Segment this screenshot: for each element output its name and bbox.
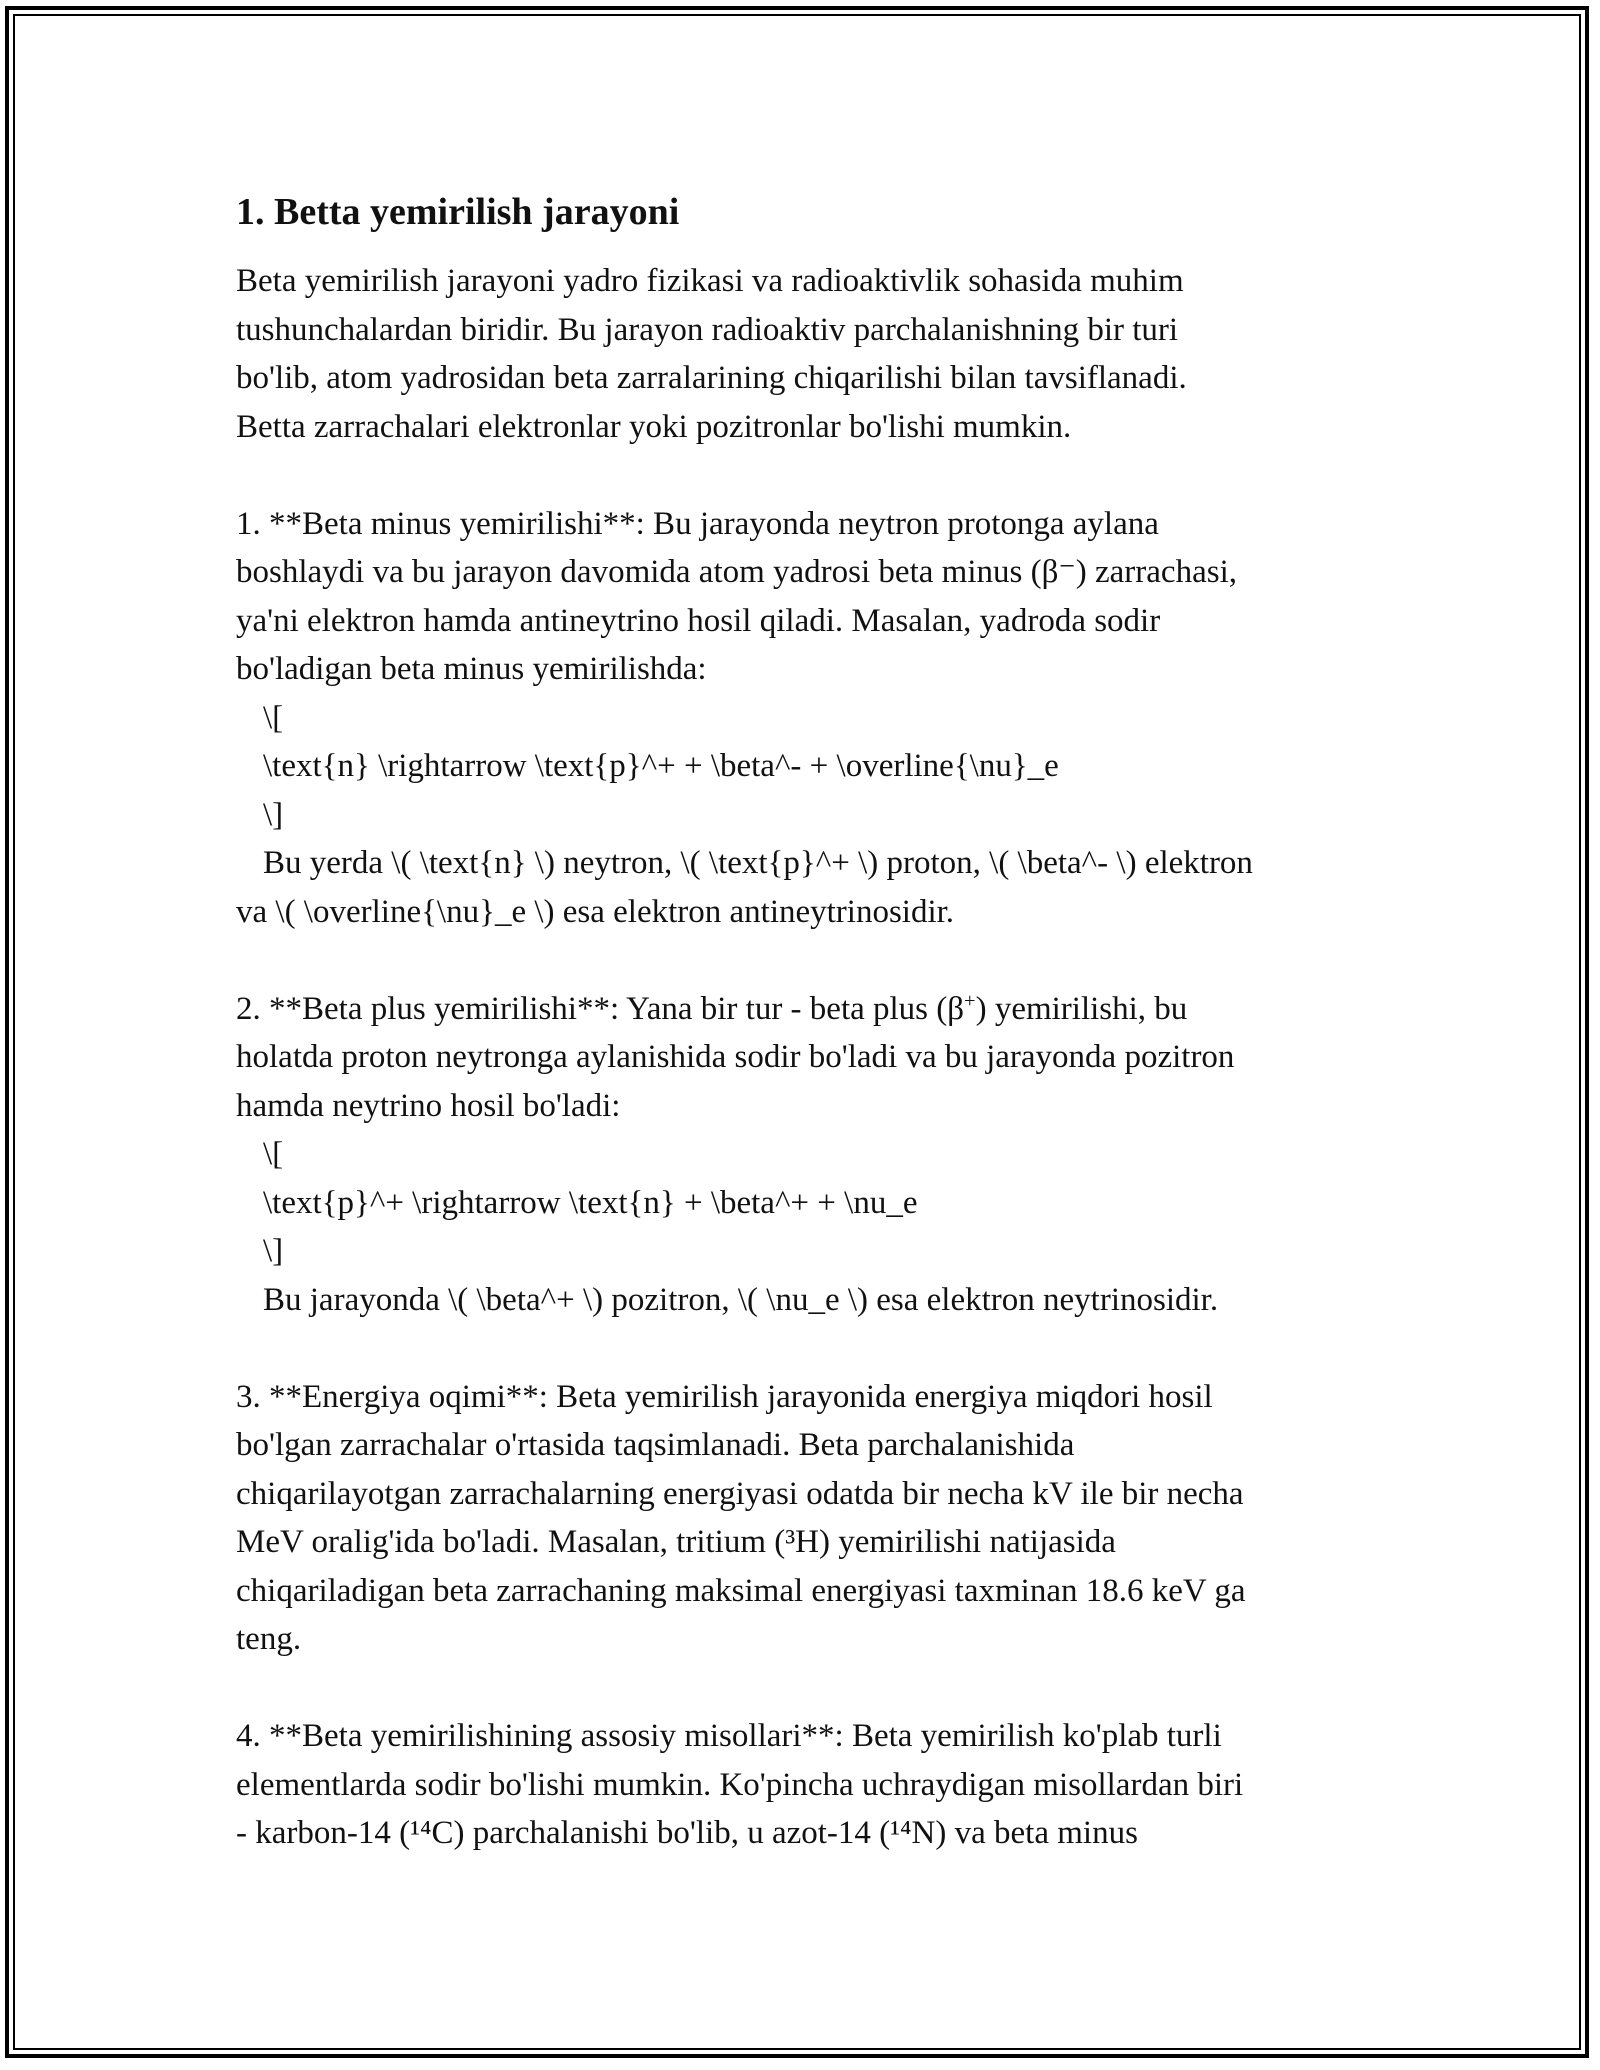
paragraph-line: tushunchalardan biridir. Bu jarayon radioaktiv parchalanishning bir turi (236, 311, 1179, 348)
energy-section (236, 1373, 1376, 1664)
formula-body: \text{n} \rightarrow \text{p}^+ + \beta^- + \overline{\nu}_e (263, 748, 1059, 784)
paragraph-line: bo'lgan zarrachalar o'rtasida taqsimlanadi. Beta parchalanishida (236, 1427, 1075, 1463)
beta-plus-section (236, 985, 1376, 1325)
paragraph-line: 1. **Beta minus yemirilishi**: Bu jarayonda neytron protonga aylana (236, 505, 1159, 542)
paragraph-line: - karbon-14 (¹⁴C) parchalanishi bo'lib, u azot-14 (¹⁴N) va beta minus (236, 1815, 1138, 1851)
paragraph-line: 4. **Beta yemirilishining assosiy misollari**: Beta yemirilish ko'plab turli (236, 1718, 1222, 1754)
formula-body: \text{p}^+ \rightarrow \text{n} + \beta^+ + \nu_e (263, 1184, 918, 1221)
paragraph-line: bo'lib, atom yadrosidan beta zarralarining chiqarilishi bilan tavsiflanadi. (236, 360, 1187, 396)
paragraph-line: ya'ni elektron hamda antineytrino hosil qiladi. Masalan, yadroda sodir (236, 602, 1161, 639)
paragraph-line: hamda neytrino hosil bo'ladi: (236, 1087, 621, 1124)
paragraph-line: teng. (236, 1621, 302, 1657)
paragraph-line: chiqarilayotgan zarrachalarning energiyasi odatda bir necha kV ile bir necha (236, 1475, 1244, 1512)
paragraph-line: MeV oralig'ida bo'ladi. Masalan, tritium (³H) yemirilishi natijasida (236, 1524, 1116, 1560)
paragraph-line: 3. **Energiya oqimi**: Beta yemirilish jarayonida energiya miqdori hosil (236, 1378, 1213, 1415)
line-text: ) yemirilishi, bu (975, 990, 1188, 1027)
line-text: 2. **Beta plus yemirilishi**: Yana bir tur - beta plus (β (236, 990, 965, 1027)
paragraph-line: boshlaydi va bu jarayon davomida atom yadrosi beta minus (β⁻) zarrachasi, (236, 554, 1237, 590)
paragraph-gap (236, 1664, 1376, 1713)
formula-explanation: va \( \overline{\nu}_e \) esa elektron antineytrinosidir. (236, 893, 955, 930)
superscript-plus: + (964, 990, 976, 1013)
paragraph-line: bo'ladigan beta minus yemirilishda: (236, 651, 707, 687)
formula-explanation: Bu yerda \( \text{n} \) neytron, \( \text{p}^+ \) proton, \( \beta^- \) elektron (263, 845, 1253, 881)
paragraph-line: Betta zarrachalari elektronlar yoki pozitronlar bo'lishi mumkin. (236, 408, 1072, 445)
paragraph-line: holatda proton neytronga aylanishida sodir bo'ladi va bu jarayonda pozitron (236, 1039, 1235, 1075)
paragraph-gap (236, 1324, 1376, 1373)
examples-section (236, 1712, 1376, 1858)
paragraph-gap (236, 936, 1376, 985)
beta-minus-section (236, 500, 1376, 937)
paragraph-line (236, 985, 1376, 1034)
formula-open: \[ (263, 1136, 284, 1172)
paragraph-gap (236, 451, 1376, 500)
formula-open: \[ (263, 699, 284, 736)
document-body (236, 184, 1376, 1858)
intro-paragraph (236, 257, 1376, 451)
paragraph-line: elementlarda sodir bo'lishi mumkin. Ko'pincha uchraydigan misollardan biri (236, 1766, 1244, 1803)
paragraph-line: Beta yemirilish jarayoni yadro fizikasi va radioaktivlik sohasida muhim (236, 263, 1184, 299)
formula-close: \] (263, 1233, 284, 1269)
paragraph-line: chiqariladigan beta zarrachaning maksimal energiyasi taxminan 18.6 keV ga (236, 1572, 1246, 1609)
section-heading: 1. Betta yemirilish jarayoni (236, 191, 680, 233)
formula-close: \] (263, 796, 284, 833)
formula-explanation: Bu jarayonda \( \beta^+ \) pozitron, \( \nu_e \) esa elektron neytrinosidir. (263, 1281, 1219, 1318)
